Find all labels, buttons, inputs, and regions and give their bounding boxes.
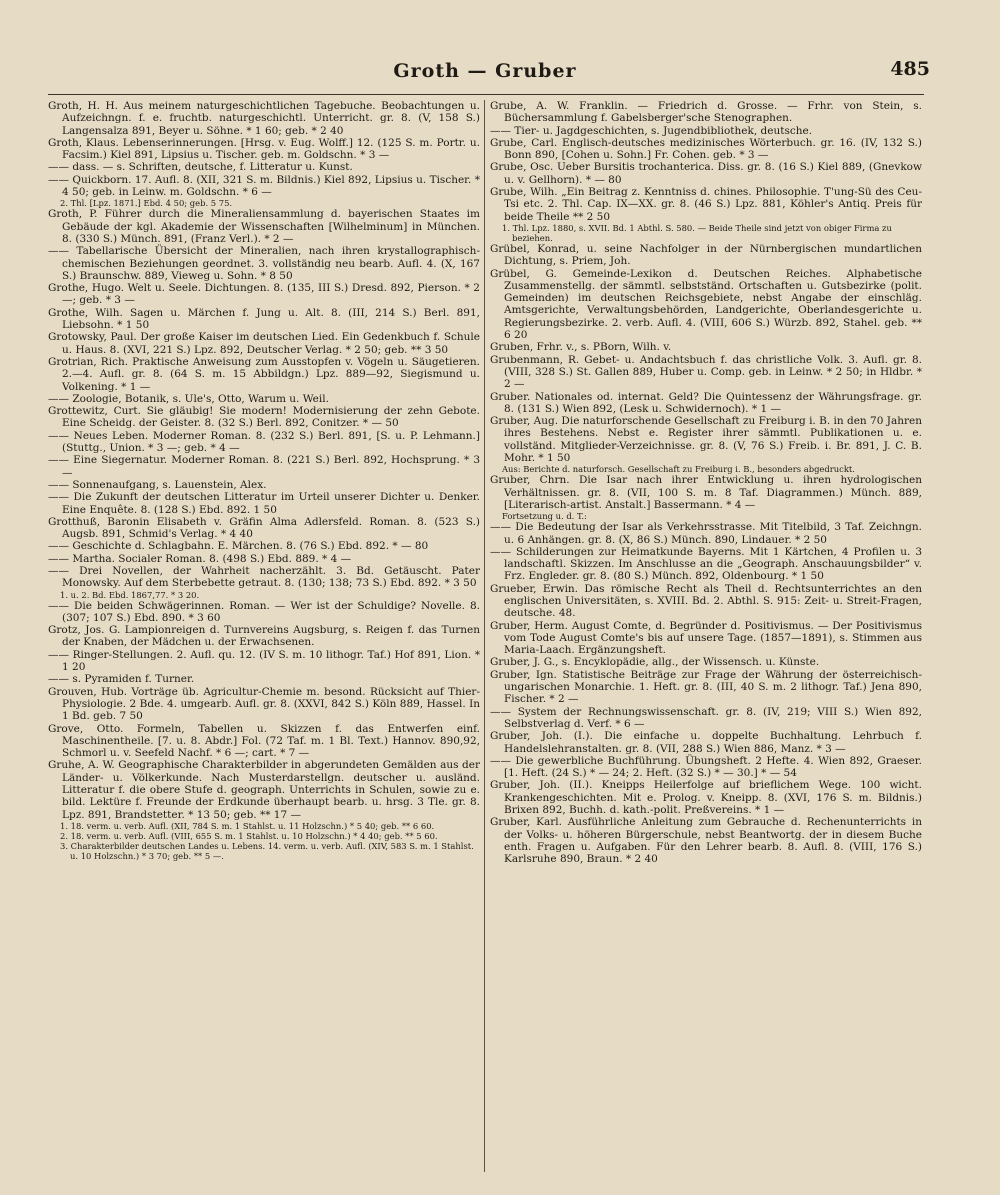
bibliography-entry: —— Tier- u. Jagdgeschichten, s. Jugendbibliothek, deutsche. [490, 124, 813, 137]
bibliography-entry: Gruber, Joh. (I.). Die einfache u. doppelte Buchhaltung. Lehrbuch f. Handelslehranstalten. gr. 8. (VII, 288 S.) Wien 886, Manz. * 3 — [490, 730, 922, 755]
bibliography-entry: —— s. Pyramiden f. Turner. [48, 673, 195, 686]
bibliography-note: 1. 18. verm. u. verb. Aufl. (XII, 784 S. m. 1 Stahlst. u. 11 Holzschn.) * 5 40; geb. ** 6 60. [60, 820, 435, 831]
bibliography-note: 2. 18. verm. u. verb. Aufl. (VIII, 655 S. m. 1 Stahlst. u. 10 Holzschn.) * 4 40; geb. ** 5 60. [60, 830, 438, 841]
bibliography-entry: —— Quickborn. 17. Aufl. 8. (XII, 321 S. m. Bildnis.) Kiel 892, Lipsius u. Tischer. * 4 50; geb. in Leinw. m. Goldschn. * 6 — [48, 173, 480, 199]
bibliography-entry: Gruben, Frhr. v., s. PBorn, Wilh. v. [490, 341, 672, 354]
bibliography-entry: Gruber, Aug. Die naturforschende Gesellschaft zu Freiburg i. B. in den 70 Jahren ihres Bestehens. Nebst e. Register ihrer sämmtl. Publikationen u. e. vollständ. Mitglieder-Verzeichnisse. gr. 8. (V, 76 S.) Freib. i. Br. 891, J. C. B. Mohr. * 1 50 [490, 415, 922, 465]
bibliography-entry: Grube, A. W. Franklin. — Friedrich d. Grosse. — Frhr. von Stein, s. Büchersammlung f. Gabelsberger'sche Stenographen. [490, 100, 922, 125]
bibliography-entry: —— Ringer-Stellungen. 2. Aufl. qu. 12. (IV S. m. 10 lithogr. Taf.) Hof 891, Lion. * 1 20 [48, 648, 480, 674]
bibliography-entry: Gruhe, A. W. Geographische Charakterbilder in abgerundeten Gemälden aus der Länder- u. Völkerkunde. Nach Musterdarstellgn. deutscher u. ausländ. Litteratur f. die obere Stufe d. geograph. Unterrichts in Schulen, sowie zu e. bild. Lektüre f. Freunde der Erdkunde überhaupt bearb. u. hrsg. 3 Tle. gr. 8. Lpz. 891, Brandstetter. * 13 50; geb. ** 17 — [48, 759, 480, 821]
bibliography-entry: Groth, Klaus. Lebenserinnerungen. [Hrsg. v. Eug. Wolff.] 12. (125 S. m. Portr. u. Facsim.) Kiel 891, Lipsius u. Tischer. geb. m. Goldschn. * 3 — [48, 136, 480, 162]
bibliography-entry: Grotz, Jos. G. Lampionreigen d. Turnvereins Augsburg, s. Reigen f. das Turnen der Knaben, der Mädchen u. der Erwachsenen. [48, 624, 480, 649]
bibliography-entry: Grotrian, Rich. Praktische Anweisung zum Ausstopfen v. Vögeln u. Säugetieren. 2.—4. Aufl. gr. 8. (64 S. m. 15 Abbildgn.) Lpz. 889—92, Siegismund u. Volkening. * 1 — [48, 355, 480, 393]
bibliography-entry: —— Die beiden Schwägerinnen. Roman. — Wer ist der Schuldige? Novelle. 8. (307; 107 S.) Ebd. 890. * 3 60 [48, 599, 480, 624]
bibliography-note: Aus: Berichte d. naturforsch. Gesellschaft zu Freiburg i. B., besonders abgedruckt. [502, 464, 855, 475]
bibliography-entry: Groth, H. H. Aus meinem naturgeschichtlichen Tagebuche. Beobachtungen u. Aufzeichngn. f. e. fruchtb. naturgeschichtl. Unterricht. gr. 8. (V, 158 S.) Langensalza 891, Beyer u. Söhne. * 1 60; geb. * 2 40 [48, 100, 480, 137]
bibliography-entry: Grube, Osc. Ueber Bursitis trochanterica. Diss. gr. 8. (16 S.) Kiel 889, (Gnevkow u. v. Gellhorn). * — 80 [490, 161, 922, 186]
bibliography-entry: —— Eine Siegernatur. Moderner Roman. 8. (221 S.) Berl. 892, Hochsprung. * 3 — [48, 454, 480, 479]
bibliography-note: Fortsetzung u. d. T.: [502, 511, 587, 522]
bibliography-entry: Grübel, Konrad, u. seine Nachfolger in der Nürnbergischen mundartlichen Dichtung, s. Priem, Joh. [490, 242, 922, 268]
bibliography-entry: Grübel, G. Gemeinde-Lexikon d. Deutschen Reiches. Alphabetische Zusammenstellg. der sämmtl. selbstständ. Ortschaften u. Gutsbezirke (polit. Gemeinden) im deutschen Reichsgebiete, nebst Angabe der einschläg. Amtsgerichte, Verwaltungsbehörden, Landgerichte, Oberlandesgerichte u. Regierungsbezirke. 2. verb. Aufl. 4. (VIII, 606 S.) Würzb. 892, Stahel. geb. ** 6 20 [490, 267, 922, 342]
bibliography-entry: Grothe, Hugo. Welt u. Seele. Dichtungen. 8. (135, III S.) Dresd. 892, Pierson. * 2 —; geb. * 3 — [48, 282, 480, 307]
bibliography-entry: Grothe, Wilh. Sagen u. Märchen f. Jung u. Alt. 8. (III, 214 S.) Berl. 891, Liebsohn. * 1 50 [48, 306, 480, 332]
bibliography-entry: Grueber, Erwin. Das römische Recht als Theil d. Rechtsunterrichtes an den englischen Universitäten, s. XVIII. Bd. 2. Abthl. S. 915: Zeit- u. Streit-Fragen, deutsche. 48. [490, 582, 922, 620]
bibliography-entry: Gruber, Chrn. Die Isar nach ihrer Entwicklung u. ihren hydrologischen Verhältnissen. gr. 8. (VII, 100 S. m. 8 Taf. Diagrammen.) Münch. 889, [Literarisch-artist. Anstalt.] Bassermann. * 4 — [490, 474, 922, 511]
bibliography-entry: —— Neues Leben. Moderner Roman. 8. (232 S.) Berl. 891, [S. u. P. Lehmann.] (Stuttg., Union. * 3 —; geb. * 4 — [48, 429, 480, 455]
bibliography-entry: —— Martha. Socialer Roman. 8. (498 S.) Ebd. 889. * 4 — [48, 552, 352, 565]
bibliography-entry: —— Sonnenaufgang, s. Lauenstein, Alex. [48, 478, 267, 491]
bibliography-entry: —— Zoologie, Botanik, s. Ule's, Otto, Warum u. Weil. [48, 392, 329, 405]
right-column [490, 100, 922, 1175]
page-header [40, 58, 930, 88]
page-number: 485 [890, 58, 930, 80]
bibliography-entry: —— Geschichte d. Schlagbahn. E. Märchen. 8. (76 S.) Ebd. 892. * — 80 [48, 540, 429, 553]
bibliography-entry: Grottewitz, Curt. Sie gläubig! Sie modern! Modernisierung der zehn Gebote. Eine Scheidg. der Geister. 8. (32 S.) Berl. 892, Conitzer. * — 50 [48, 405, 480, 430]
bibliography-entry: Grotowsky, Paul. Der große Kaiser im deutschen Lied. Ein Gedenkbuch f. Schule u. Haus. 8. (XVI, 221 S.) Lpz. 892, Deutscher Verlag. * 2 50; geb. ** 3 50 [48, 331, 480, 356]
bibliography-entry: Grube, Wilh. „Ein Beitrag z. Kenntniss d. chines. Philosophie. T'ung-Sü des Ceu-Tsi etc. 2. Thl. Cap. IX—XX. gr. 8. (46 S.) Lpz. 881, Köhler's Antiq. Preis für beide Theile ** 2 50 [490, 186, 922, 223]
bibliography-note: 1. Thl. Lpz. 1880, s. XVII. Bd. 1 Abthl. S. 580. — Beide Theile sind jetzt von obiger Firma zu beziehen. [502, 222, 892, 243]
bibliography-entry: —— Die Zukunft der deutschen Litteratur im Urteil unserer Dichter u. Denker. Eine Enquête. 8. (128 S.) Ebd. 892. 1 50 [48, 491, 480, 516]
bibliography-entry: Gruber. Nationales od. internat. Geld? Die Quintessenz der Währungsfrage. gr. 8. (131 S.) Wien 892, (Lesk u. Schwidernoch). * 1 — [490, 390, 922, 415]
bibliography-entry: Grouven, Hub. Vorträge üb. Agricultur-Chemie m. besond. Rücksicht auf Thier-Physiologie. 2 Bde. 4. umgearb. Aufl. gr. 8. (XXVI, 842 S.) Köln 889, Hassel. In 1 Bd. geb. 7 50 [48, 685, 480, 723]
bibliography-note: 1. u. 2. Bd. Ebd. 1867,77. * 3 20. [60, 589, 200, 600]
bibliography-entry: Gruber, Joh. (II.). Kneipps Heilerfolge auf brieflichem Wege. 100 wicht. Krankengeschichten. Mit e. Prolog. v. Kneipp. 8. (XVI, 176 S. m. Bildnis.) Brixen 892, Buchh. d. kath.-polit. Preßvereins. * 1 — [490, 779, 922, 817]
bibliography-entry: Gruber, Ign. Statistische Beiträge zur Frage der Währung der österreichisch-ungarischen Monarchie. 1. Heft. gr. 8. (III, 40 S. m. 2 lithogr. Taf.) Jena 890, Fischer. * 2 — [490, 668, 922, 706]
bibliography-entry: Grube, Carl. Englisch-deutsches medizinisches Wörterbuch. gr. 16. (IV, 132 S.) Bonn 890, [Cohen u. Sohn.] Fr. Cohen. geb. * 3 — [490, 136, 922, 162]
bibliography-entry: —— Tabellarische Übersicht der Mineralien, nach ihren krystallographisch-chemischen Beziehungen geordnet. 3. vollständig neu bearb. Aufl. 4. (X, 167 S.) Braunschw. 889, Vieweg u. Sohn. * 8 50 [48, 245, 480, 282]
bibliography-entry: —— Die gewerbliche Buchführung. Übungsheft. 2 Hefte. 4. Wien 892, Graeser. [1. Heft. (24 S.) * — 24; 2. Heft. (32 S.) * — 30.] * — 54 [490, 754, 922, 780]
bibliography-entry: Grove, Otto. Formeln, Tabellen u. Skizzen f. das Entwerfen einf. Maschinentheile. [7. u. 8. Abdr.] Fol. (72 Taf. m. 1 Bl. Text.) Hannov. 890,92, Schmorl u. v. Seefeld Nachf. * 6 —; cart. * 7 — [48, 722, 480, 760]
bibliography-entry: Gruber, Herm. August Comte, d. Begründer d. Positivismus. — Der Positivismus vom Tode August Comte's bis auf unsere Tage. (1857—1891), s. Stimmen aus Maria-Laach. Ergänzungsheft. [490, 619, 922, 657]
bibliography-entry: Groth, P. Führer durch die Mineraliensammlung d. bayerischen Staates im Gebäude der kgl. Akademie der Wissenschaften [Wilhelminum] in München. 8. (330 S.) Münch. 891, (Franz Verl.). * 2 — [48, 208, 480, 245]
bibliography-entry: —— System der Rechnungswissenschaft. gr. 8. (IV, 219; VIII S.) Wien 892, Selbstverlag d. Verf. * 6 — [490, 705, 922, 730]
bibliography-entry: —— Drei Novellen, der Wahrheit nacherzählt. 3. Bd. Getäuscht. Pater Monowsky. Auf dem Sterbebette getraut. 8. (130; 138; 73 S.) Ebd. 892. * 3 50 [48, 564, 480, 590]
bibliography-entry: —— Schilderungen zur Heimatkunde Bayerns. Mit 1 Kärtchen, 4 Profilen u. 3 landschaftl. Skizzen. Im Anschlusse an die „Geograph. Anschauungsbilder“ v. Frz. Engleder. gr. 8. (80 S.) Münch. 892, Oldenbourg. * 1 50 [490, 545, 922, 583]
bibliography-entry: —— dass. — s. Schriften, deutsche, f. Litteratur u. Kunst. [48, 161, 353, 174]
bibliography-note: 3. Charakterbilder deutschen Landes u. Lebens. 14. verm. u. verb. Aufl. (XIV, 583 S. m. 1 Stahlst. u. 10 Holzschn.) * 3 70; geb. ** 5 —. [60, 840, 474, 861]
header-rule [48, 94, 924, 95]
left-column [48, 100, 480, 1175]
bibliography-entry: Gruber, J. G., s. Encyklopädie, allg., der Wissensch. u. Künste. [490, 656, 820, 669]
running-title: Groth — Gruber [393, 60, 577, 82]
bibliography-entry: Grotthuß, Baronin Elisabeth v. Gräfin Alma Adlersfeld. Roman. 8. (523 S.) Augsb. 891, Schmid's Verlag. * 4 40 [48, 515, 480, 541]
bibliography-entry: Grubenmann, R. Gebet- u. Andachtsbuch f. das christliche Volk. 3. Aufl. gr. 8. (VIII, 328 S.) St. Gallen 889, Huber u. Comp. geb. in Leinw. * 2 50; in Hldbr. * 2 — [490, 353, 922, 391]
bibliography-entry: Gruber, Karl. Ausführliche Anleitung zum Gebrauche d. Rechenunterrichts in der Volks- u. höheren Bürgerschule, nebst Beantwortg. der in diesem Buche enth. Fragen u. Aufgaben. Für den Lehrer bearb. 8. Aufl. 8. (VIII, 176 S.) Karlsruhe 890, Braun. * 2 40 [490, 816, 922, 866]
bibliography-note: 2. Thl. [Lpz. 1871.] Ebd. 4 50; geb. 5 75. [60, 198, 233, 209]
bibliography-entry: —— Die Bedeutung der Isar als Verkehrsstrasse. Mit Titelbild, 3 Taf. Zeichngn. u. 6 Anhängen. gr. 8. (X, 86 S.) Münch. 890, Lindauer. * 2 50 [490, 521, 922, 546]
column-divider [484, 100, 485, 1172]
